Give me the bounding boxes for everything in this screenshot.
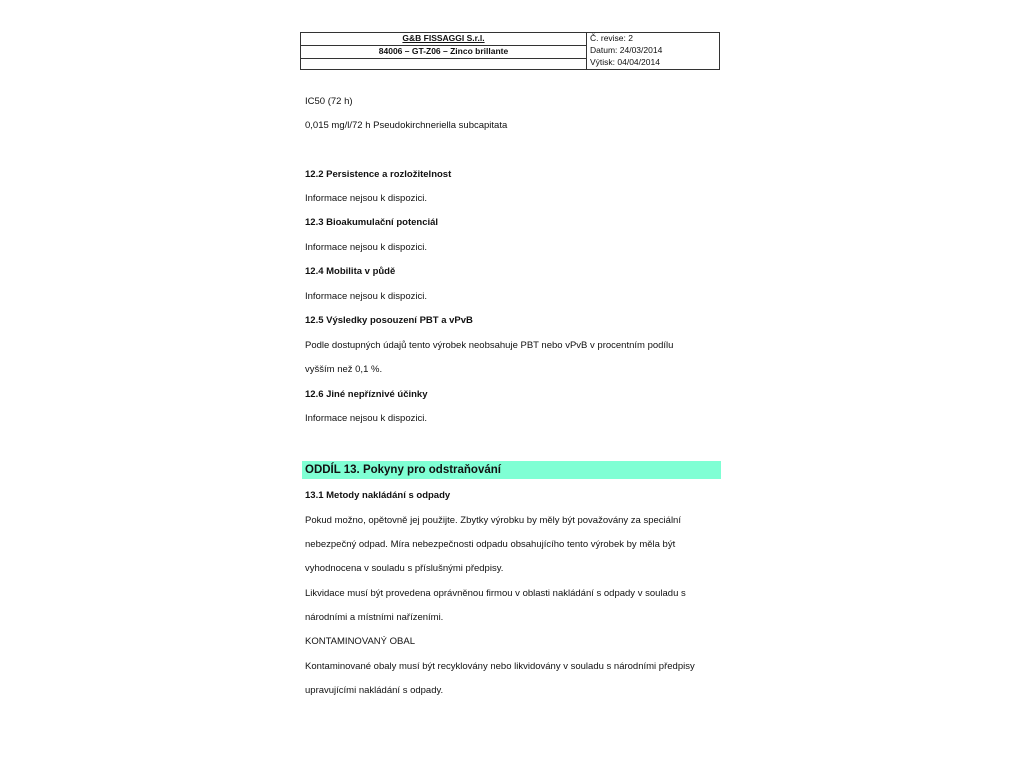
header-table bbox=[300, 32, 720, 70]
section-12-5-line-1: Podle dostupných údajů tento výrobek neobsahuje PBT nebo vPvB v procentním podílu bbox=[305, 340, 674, 351]
print-date: Výtisk: 04/04/2014 bbox=[590, 57, 660, 67]
product-name: 84006 – GT-Z06 – Zinco brillante bbox=[301, 46, 586, 59]
section-13-heading: ODDÍL 13. Pokyny pro odstraňování bbox=[302, 461, 721, 479]
packaging-line-2: upravujícími nakládání s odpady. bbox=[305, 685, 444, 696]
section-12-5-line-2: vyšším než 0,1 %. bbox=[305, 364, 383, 375]
section-12-2-text: Informace nejsou k dispozici. bbox=[305, 193, 427, 204]
revision-date: Datum: 24/03/2014 bbox=[590, 45, 663, 55]
header-left-cell bbox=[301, 33, 587, 69]
section-12-4-text: Informace nejsou k dispozici. bbox=[305, 291, 427, 302]
packaging-line-1: Kontaminované obaly musí být recyklovány nebo likvidovány v souladu s národními předpisy bbox=[305, 661, 695, 672]
section-13-1-line-2: nebezpečný odpad. Míra nebezpečnosti odpadu obsahujícího tento výrobek by měla být bbox=[305, 539, 676, 550]
section-12-5-title: 12.5 Výsledky posouzení PBT a vPvB bbox=[305, 315, 473, 326]
ic50-label: IC50 (72 h) bbox=[305, 96, 353, 107]
section-12-3-title: 12.3 Bioakumulační potenciál bbox=[305, 217, 439, 228]
section-13-1-line-3: vyhodnocena v souladu s příslušnými předpisy. bbox=[305, 563, 504, 574]
section-12-6-title: 12.6 Jiné nepříznivé účinky bbox=[305, 389, 428, 400]
section-12-4-title: 12.4 Mobilita v půdě bbox=[305, 266, 396, 277]
section-13-1-line-5: národními a místními nařízeními. bbox=[305, 612, 444, 623]
ic50-value: 0,015 mg/l/72 h Pseudokirchneriella subcapitata bbox=[305, 120, 508, 131]
section-13-1-title: 13.1 Metody nakládání s odpady bbox=[305, 490, 451, 501]
section-12-6-text: Informace nejsou k dispozici. bbox=[305, 413, 427, 424]
revision-number: Č. revise: 2 bbox=[590, 33, 633, 43]
company-name: G&B FISSAGGI S.r.l. bbox=[402, 33, 485, 43]
section-13-1-line-1: Pokud možno, opětovně jej použijte. Zbytky výrobku by měly být považovány za speciální bbox=[305, 515, 681, 526]
section-13-1-line-4: Likvidace musí být provedena oprávněnou firmou v oblasti nakládání s odpady v souladu s bbox=[305, 588, 686, 599]
packaging-label: KONTAMINOVANÝ OBAL bbox=[305, 636, 415, 647]
section-12-2-title: 12.2 Persistence a rozložitelnost bbox=[305, 169, 452, 180]
header-right-cell bbox=[587, 33, 719, 69]
section-12-3-text: Informace nejsou k dispozici. bbox=[305, 242, 427, 253]
